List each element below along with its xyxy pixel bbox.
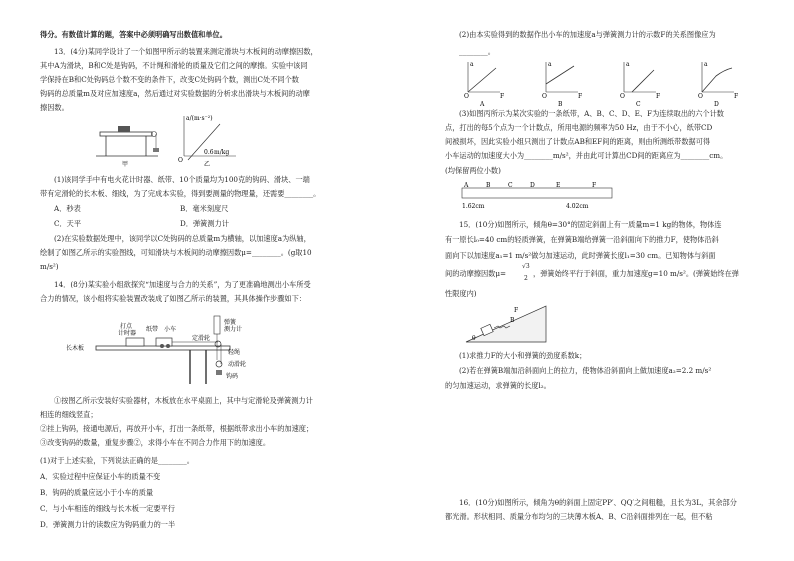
fig14-label: 长木板 [66,345,85,352]
q13-2-line: (2)在实验数据处理中，该同学以C处钩码的总质量m为横轴，以加速度a为纵轴， [54,234,311,243]
fig13-axis-label: m/kg [214,149,230,156]
svg-text:B: B [558,101,563,108]
q14-2-line: (2)由本实验得到的数据作出小车的加速度a与弹簧测力计的示数F的关系图像应为 [459,30,716,39]
q15-sub: (1)求推力F的大小和弹簧的劲度系数k； [459,351,587,360]
svg-text:1.62cm: 1.62cm [462,203,485,210]
graph-c [620,61,660,108]
fig14-label: 定滑轮 [192,335,211,342]
svg-text:a: a [704,61,708,68]
fig14-label: 纸带 [146,326,159,333]
svg-text:A: A [464,182,469,189]
q13-option-b: B．毫米刻度尺 [180,204,229,213]
q14-option-b: B．钩码的质量应远小于小车的质量 [40,488,154,497]
q13-1-line: 带有定滑轮的长木板、细线，为了完成本实验，得到要测量的物理量，还需要________。 [40,189,321,198]
figure-14 [66,316,266,384]
q14-line: 14．(8分)某实验小组欲探究“加速度与合力的关系”，为了更准确地测出小车所受 [54,280,311,289]
q14-3-line: (3)如图丙所示为某次实验的一条纸带，A、B、C、D、E、F为连续取出的六个计数 [459,109,724,118]
q15-line: 15．(10分)如图所示，倾角θ=30°的固定斜面上有一质量m=1 kg的物体，物体连 [459,220,722,229]
fig14-label: 打点 [120,323,133,330]
q15-sub: (2)若在弹簧B端加沿斜面向上的拉力，使物体沿斜面向上做加速度a₂=2.2 m/s² [459,366,712,375]
graph-a [464,61,504,108]
fig14-label: 测力计 [224,326,243,333]
svg-text:F: F [656,93,661,100]
q14-3-line: 间被损坏，因此实验小组只测出了计数点AB和EF间的距离，则由所测纸带数据可得 [445,137,711,146]
q14-3-line: 小车运动的加速度大小为________m/s²，并由此可计算出CD间的距离应为________cm。 [445,151,728,160]
fig14-label: 钩码 [226,373,239,380]
q13-line: 学保持在B和C处钩码总个数不变的条件下，改变C处钩码个数，测出C处不同个数 [40,75,299,84]
q14-step: 相连的细线竖直； [40,410,98,419]
q14-step: ③改变钩码的数量，重复步骤②，求得小车在不同合力作用下的加速度。 [40,438,271,447]
q13-line: 钩码的总质量m及对应加速度a，然后通过对实验数据的分析求出滑块与木板间的动摩 [40,89,310,98]
svg-text:C: C [636,101,641,108]
fig14-label: 小车 [164,326,177,333]
svg-text:F: F [500,93,505,100]
svg-text:E: E [556,182,561,189]
graphs-a-to-d [464,60,764,106]
fig13-caption-yi: 乙 [204,161,211,168]
q15-frac-num: √3 [522,263,530,270]
q16-line: 都光滑。形状相同、质量分布均匀的三块薄木板A、B、C沿斜面排列在一起，但不粘 [445,512,713,521]
fig14-label: 计时器 [118,330,137,337]
figure-15 [466,302,556,346]
svg-text:B: B [510,317,515,324]
q13-line: 其中A为滑块，B和C处是钩码，不计绳和滑轮的质量及它们之间的摩擦。实验中该同 [40,61,308,70]
q15-line: 性限度内) [445,289,477,298]
fig13-val-label: 0.6 [204,149,214,156]
svg-text:D: D [714,101,719,108]
q16-line: 16．(10分)如图所示，倾角为θ的斜面上固定PP′、QQ′之间粗糙，且长为3L，其余部分 [459,498,737,507]
q13-1-line: (1)该同学手中有电火花计时器、纸带、10个质量均为100克的钩码、滑块、一端 [54,175,310,184]
q15-frac-den: 2 [524,275,528,282]
svg-text:F: F [734,93,739,100]
graph-d [698,61,738,108]
svg-text:a: a [548,61,552,68]
svg-text:F: F [514,307,519,314]
q13-line: 擦因数。 [40,103,69,112]
figure-13 [96,116,256,166]
fig13-caption-jia: 甲 [122,161,129,168]
section-header: 得分。有数值计算的题，答案中必须明确写出数值和单位。 [40,30,227,39]
fig14-label: 动滑轮 [228,361,247,368]
q14-option-d: D．弹簧测力计的读数应为钩码重力的一半 [40,520,176,529]
q15-line: 间的动摩擦因数μ= [445,269,507,278]
q14-3-line: (均保留两位小数) [445,166,501,175]
q15-line: 有一原长l₀=40 cm的轻质弹簧，在弹簧B端给弹簧一沿斜面向下的推力F，使物体沿斜 [445,235,719,244]
q15-line: 面向下以加速度a₁=1 m/s²做匀加速运动，此时弹簧长度l₁=30 cm。已知物体与斜面 [445,251,716,260]
fig13-a-label: a/(m·s⁻²) [186,115,213,122]
svg-text:a: a [470,61,474,68]
svg-text:F: F [592,182,597,189]
q14-option-c: C．与小车相连的细线与长木板一定要平行 [40,504,175,513]
svg-text:O: O [698,93,703,100]
q14-2-line: ________。 [459,47,495,56]
q13-option-a: A．秒表 [54,204,81,213]
q14-option-a: A．实验过程中应保证小车的质量不变 [40,472,161,481]
q14-step: ②挂上钩码，接通电源后，再放开小车，打出一条纸带，根据纸带求出小车的加速度； [40,424,314,433]
fig14-label: 轻绳 [228,349,241,356]
svg-text:C: C [508,182,513,189]
svg-text:θ: θ [472,335,476,342]
fig13-o-label: O [178,157,183,164]
q14-step: ①按图乙所示安装好实验器材，木板放在水平桌面上，其中与定滑轮及弹簧测力计 [54,396,313,405]
q14-step: (1)对于上述实验，下列说法正确的是________。 [40,456,194,465]
svg-text:D: D [530,182,535,189]
svg-text:B: B [486,182,491,189]
paper-tape-figure [462,182,622,212]
q13-option-c: C．天平 [54,219,82,228]
fig14-label: 弹簧 [224,319,237,326]
svg-text:O: O [464,93,469,100]
q15-line: ，弹簧始终平行于斜面，重力加速度g=10 m/s²。(弹簧始终在弹 [533,269,739,278]
svg-text:a: a [626,61,630,68]
q13-line: 13．(4分)某同学设计了一个如图甲所示的装置来测定滑块与木板间的动摩擦因数， [54,47,318,56]
svg-text:4.02cm: 4.02cm [566,203,589,210]
graph-b [542,61,582,108]
svg-text:O: O [620,93,625,100]
q13-option-d: D．弹簧测力计 [180,219,229,228]
svg-text:A: A [480,101,485,108]
q14-3-line: 点，打出的每5个点为一个计数点，所用电源的频率为50 Hz，由于不小心，纸带CD [445,123,713,132]
svg-text:F: F [578,93,583,100]
svg-text:O: O [542,93,547,100]
q14-line: 合力的情况，该小组将实验装置改装成了如图乙所示的装置，其具体操作步骤如下： [40,294,306,303]
q13-2-line: m/s²) [40,262,59,271]
q15-sub: 的匀加速运动，求弹簧的长度l₂。 [445,381,551,390]
q13-2-line: 绘制了如图乙所示的实验图线，可知滑块与木板间的动摩擦因数μ=________。(g取10 [40,248,312,257]
